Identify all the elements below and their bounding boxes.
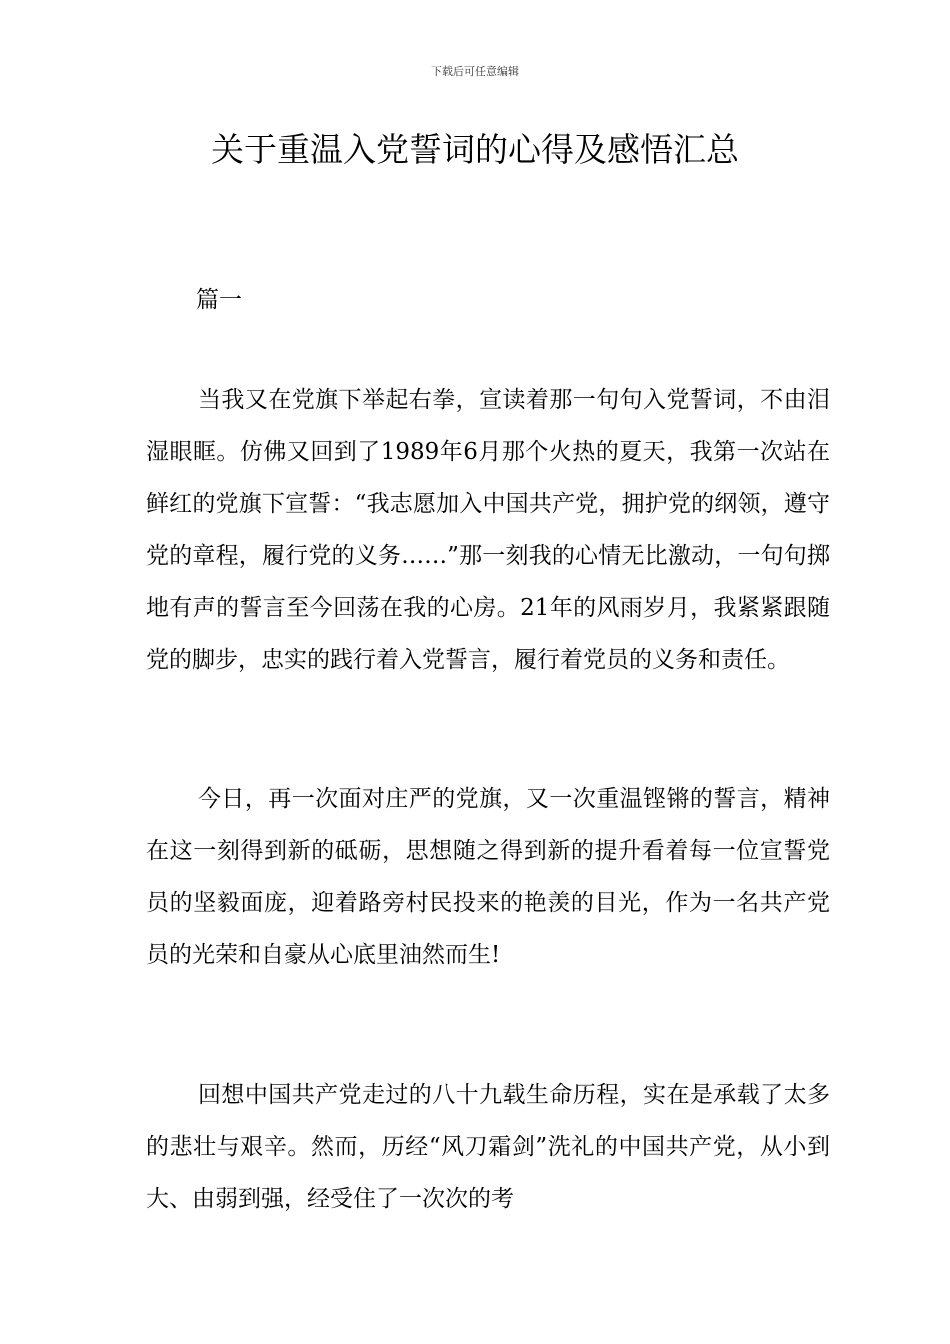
document-title: 关于重温入党誓词的心得及感悟汇总 (211, 130, 739, 169)
paragraph-3: 回想中国共产党走过的八十九载生命历程，实在是承载了太多的悲壮与艰辛。然而，历经“风刀霜剑”洗礼的中国共产党，从小到大、由弱到强，经受住了一次次的考 (146, 1082, 830, 1212)
paragraph-2: 今日，再一次面对庄严的党旗，又一次重温铿锵的誓言，精神在这一刻得到新的砥砺，思想随之得到新的提升看着每一位宣誓党员的坚毅面庞，迎着路旁村民投来的艳羡的目光，作为一名共产党员的光荣和自豪从心底里油然而生! (146, 786, 830, 968)
header-note: 下载后可任意编辑 (431, 65, 519, 78)
paragraph-1: 当我又在党旗下举起右拳，宣读着那一句句入党誓词，不由泪湿眼眶。仿佛又回到了1989年6月那个火热的夏天，我第一次站在鲜红的党旗下宣誓：“我志愿加入中国共产党，拥护党的纲领，遵守党的章程，履行党的义务……”那一刻我的心情无比激动，一句句掷地有声的誓言至今回荡在我的心房。21年的风雨岁月，我紧紧跟随党的脚步，忠实的践行着入党誓言，履行着党员的义务和责任。 (146, 387, 830, 673)
section-label: 篇一 (196, 287, 242, 313)
